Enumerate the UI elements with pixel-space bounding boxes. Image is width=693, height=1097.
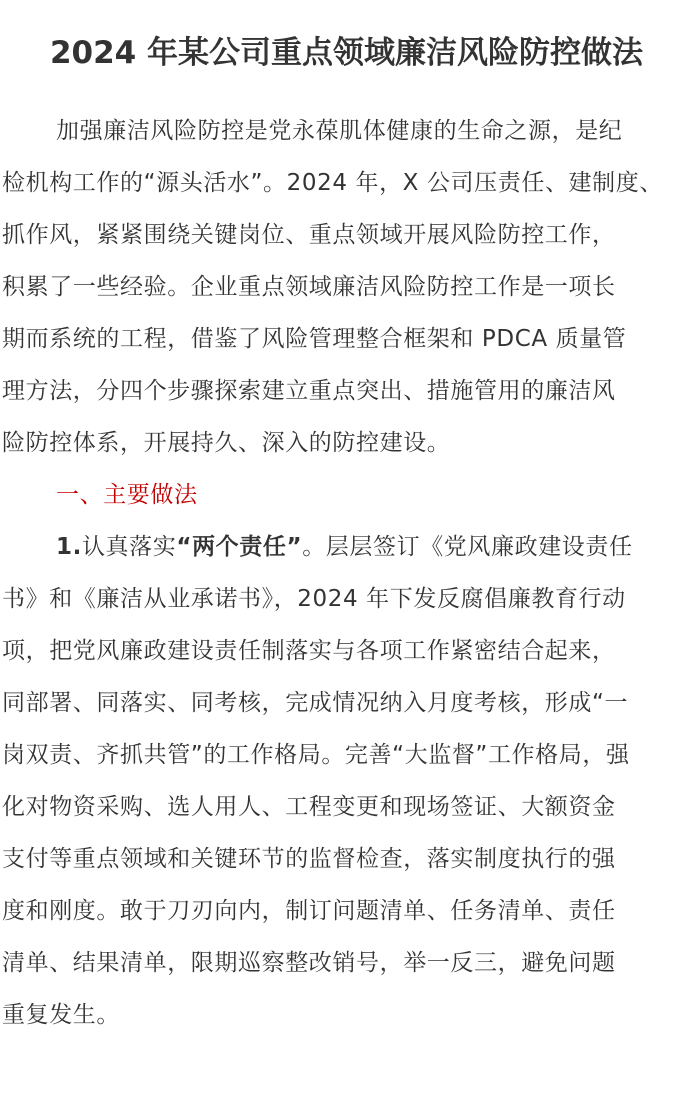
item-bold-quote: “两个责任”	[176, 534, 303, 560]
paragraph-line: 期而系统的工程，借鉴了风险管理整合框架和 PDCA 质量管	[2, 326, 627, 352]
paragraph-line: 理方法，分四个步骤探索建立重点突出、措施管用的廉洁风	[2, 378, 616, 404]
paragraph-line: 清单、结果清单，限期巡察整改销号，举一反三，避免问题	[2, 950, 616, 976]
paragraph-line: 化对物资采购、选人用人、工程变更和现场签证、大额资金	[2, 794, 616, 820]
paragraph-line: 支付等重点领域和关键环节的监督检查，落实制度执行的强	[2, 846, 616, 872]
paragraph-line: 加强廉洁风险防控是党永葆肌体健康的生命之源，是纪	[56, 118, 623, 144]
item-lead-tail: 。层层签订《党风廉政建设责任	[302, 534, 633, 560]
page-title: 2024 年某公司重点领域廉洁风险防控做法	[49, 35, 644, 71]
item-lead-text: 认真落实	[81, 534, 177, 560]
paragraph-line: 度和刚度。敢于刀刃向内，制订问题清单、任务清单、责任	[2, 898, 616, 924]
section-heading-block	[2, 469, 693, 521]
paragraph-line: 岗双责、齐抓共管”的工作格局。完善“大监督”工作格局，强	[2, 742, 630, 768]
paragraph-line: 险防控体系，开展持久、深入的防控建设。	[2, 430, 451, 456]
paragraph-line: 重复发生。	[2, 1002, 120, 1028]
intro-paragraph	[2, 105, 693, 469]
item-paragraph	[2, 521, 693, 1041]
item-first-line	[2, 521, 693, 573]
item-number: 1.	[56, 534, 82, 560]
paragraph-line: 书》和《廉洁从业承诺书》，2024 年下发反腐倡廉教育行动	[2, 586, 626, 612]
paragraph-line: 同部署、同落实、同考核，完成情况纳入月度考核，形成“一	[2, 690, 629, 716]
paragraph-line: 检机构工作的“源头活水”。2024 年，X 公司压责任、建制度、	[2, 170, 663, 196]
paragraph-line: 积累了一些经验。企业重点领域廉洁风险防控工作是一项长	[2, 274, 616, 300]
section-heading: 一、主要做法	[56, 482, 198, 508]
paragraph-line: 项，把党风廉政建设责任制落实与各项工作紧密结合起来，	[2, 638, 616, 664]
paragraph-line: 抓作风，紧紧围绕关键岗位、重点领域开展风险防控工作，	[2, 222, 616, 248]
